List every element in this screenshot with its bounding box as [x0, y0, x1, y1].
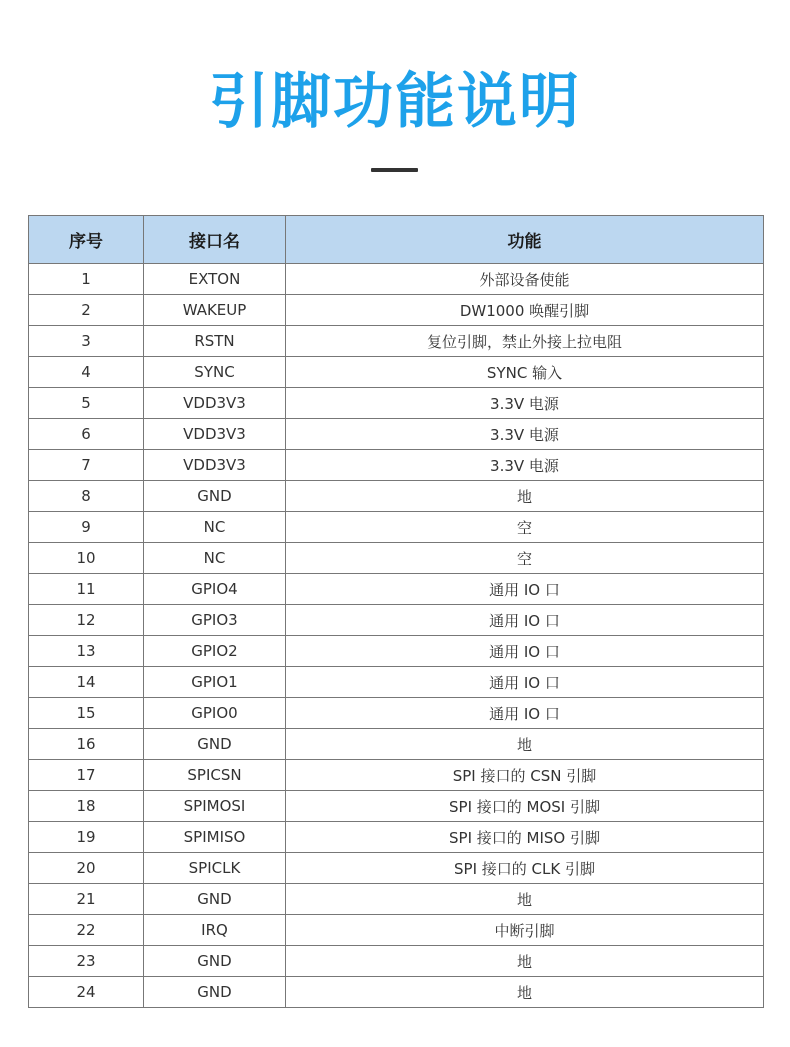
cell-function: 复位引脚，禁止外接上拉电阻	[286, 326, 764, 357]
cell-index: 15	[29, 698, 144, 729]
page-title: 引脚功能说明	[209, 67, 581, 137]
cell-function: 地	[286, 946, 764, 977]
cell-interface-name: SPICLK	[144, 853, 286, 884]
table-row	[29, 667, 764, 698]
cell-interface-name: SPIMOSI	[144, 791, 286, 822]
cell-function: SPI 接口的 MISO 引脚	[286, 822, 764, 853]
cell-interface-name: GPIO3	[144, 605, 286, 636]
cell-function: 地	[286, 977, 764, 1008]
cell-interface-name: VDD3V3	[144, 419, 286, 450]
header-interface-name: 接口名	[144, 216, 286, 264]
table-row	[29, 946, 764, 977]
cell-index: 1	[29, 264, 144, 295]
cell-function: 外部设备使能	[286, 264, 764, 295]
cell-function: SPI 接口的 MOSI 引脚	[286, 791, 764, 822]
cell-interface-name: GPIO1	[144, 667, 286, 698]
table-row	[29, 388, 764, 419]
table-row	[29, 729, 764, 760]
table-row	[29, 605, 764, 636]
table-row	[29, 760, 764, 791]
table-body	[29, 264, 764, 1008]
cell-index: 18	[29, 791, 144, 822]
cell-index: 16	[29, 729, 144, 760]
cell-index: 11	[29, 574, 144, 605]
cell-index: 14	[29, 667, 144, 698]
cell-interface-name: GPIO0	[144, 698, 286, 729]
cell-interface-name: GND	[144, 946, 286, 977]
cell-function: 地	[286, 884, 764, 915]
cell-index: 19	[29, 822, 144, 853]
table-row	[29, 512, 764, 543]
cell-function: 通用 IO 口	[286, 698, 764, 729]
cell-function: 空	[286, 512, 764, 543]
cell-interface-name: IRQ	[144, 915, 286, 946]
table-row	[29, 791, 764, 822]
cell-index: 12	[29, 605, 144, 636]
cell-interface-name: GPIO4	[144, 574, 286, 605]
table-row	[29, 264, 764, 295]
cell-interface-name: VDD3V3	[144, 450, 286, 481]
cell-index: 5	[29, 388, 144, 419]
cell-index: 7	[29, 450, 144, 481]
cell-interface-name: GND	[144, 977, 286, 1008]
pin-function-table	[28, 215, 764, 1008]
table-row	[29, 295, 764, 326]
table-row	[29, 698, 764, 729]
table-row	[29, 574, 764, 605]
cell-function: 地	[286, 729, 764, 760]
cell-function: SYNC 输入	[286, 357, 764, 388]
cell-interface-name: SPIMISO	[144, 822, 286, 853]
cell-interface-name: GND	[144, 884, 286, 915]
table-row	[29, 636, 764, 667]
header-index: 序号	[29, 216, 144, 264]
cell-function: SPI 接口的 CLK 引脚	[286, 853, 764, 884]
cell-function: 通用 IO 口	[286, 605, 764, 636]
cell-index: 3	[29, 326, 144, 357]
cell-index: 22	[29, 915, 144, 946]
table-row	[29, 543, 764, 574]
table-row	[29, 977, 764, 1008]
cell-index: 4	[29, 357, 144, 388]
table-row	[29, 481, 764, 512]
table-row	[29, 884, 764, 915]
table-row	[29, 326, 764, 357]
cell-interface-name: NC	[144, 512, 286, 543]
cell-function: 通用 IO 口	[286, 667, 764, 698]
table-row	[29, 357, 764, 388]
cell-index: 13	[29, 636, 144, 667]
table-row	[29, 419, 764, 450]
cell-interface-name: SPICSN	[144, 760, 286, 791]
cell-index: 8	[29, 481, 144, 512]
cell-interface-name: SYNC	[144, 357, 286, 388]
cell-function: 空	[286, 543, 764, 574]
cell-index: 21	[29, 884, 144, 915]
table-row	[29, 450, 764, 481]
cell-index: 2	[29, 295, 144, 326]
table-row	[29, 915, 764, 946]
cell-index: 9	[29, 512, 144, 543]
table-header-row	[29, 216, 764, 264]
cell-index: 23	[29, 946, 144, 977]
cell-interface-name: EXTON	[144, 264, 286, 295]
table-row	[29, 853, 764, 884]
cell-index: 17	[29, 760, 144, 791]
cell-index: 20	[29, 853, 144, 884]
cell-function: DW1000 唤醒引脚	[286, 295, 764, 326]
table-row	[29, 822, 764, 853]
cell-function: 通用 IO 口	[286, 574, 764, 605]
cell-interface-name: GND	[144, 729, 286, 760]
cell-interface-name: NC	[144, 543, 286, 574]
cell-index: 6	[29, 419, 144, 450]
cell-function: 3.3V 电源	[286, 388, 764, 419]
cell-function: 中断引脚	[286, 915, 764, 946]
cell-function: SPI 接口的 CSN 引脚	[286, 760, 764, 791]
cell-interface-name: GPIO2	[144, 636, 286, 667]
cell-function: 3.3V 电源	[286, 419, 764, 450]
header-function: 功能	[286, 216, 764, 264]
cell-interface-name: WAKEUP	[144, 295, 286, 326]
cell-index: 24	[29, 977, 144, 1008]
cell-interface-name: VDD3V3	[144, 388, 286, 419]
cell-interface-name: GND	[144, 481, 286, 512]
cell-index: 10	[29, 543, 144, 574]
cell-function: 通用 IO 口	[286, 636, 764, 667]
cell-function: 3.3V 电源	[286, 450, 764, 481]
cell-function: 地	[286, 481, 764, 512]
cell-interface-name: RSTN	[144, 326, 286, 357]
title-divider	[371, 168, 418, 172]
